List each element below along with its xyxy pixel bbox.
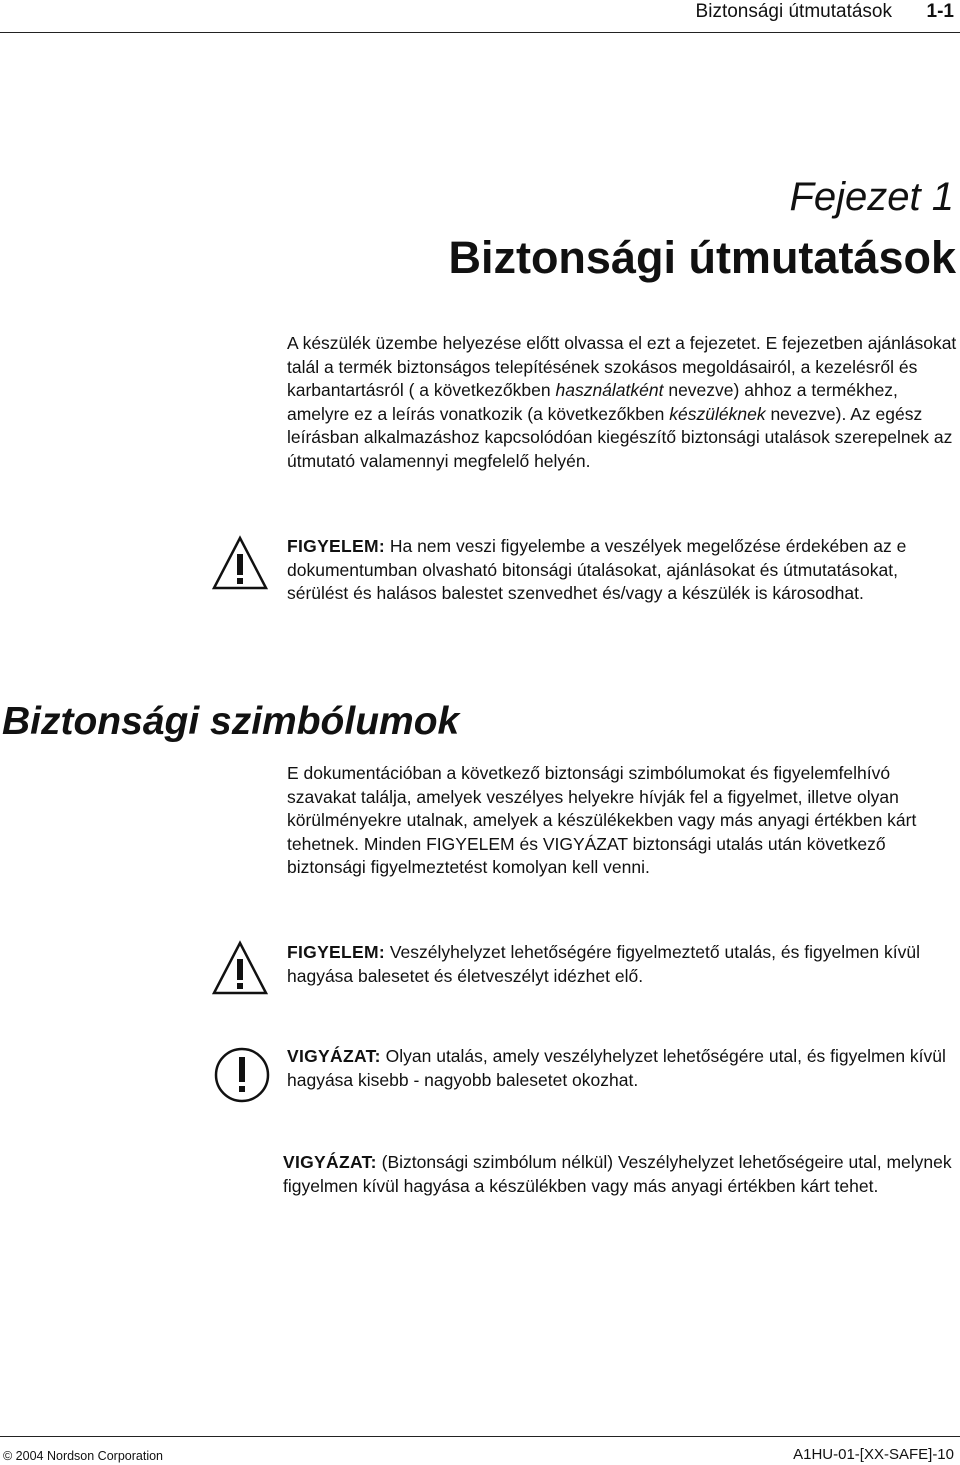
intro-text-2: nevezve) ahhoz a termékhez, amelyre ez a leírás vonatkozik (a következőkben (287, 380, 898, 424)
warning-lead-in: FIGYELEM: (287, 942, 385, 962)
intro-italic-term-1: használatként (555, 380, 664, 400)
intro-italic-term-2: készüléknek (669, 403, 766, 424)
footer-rule (0, 1436, 960, 1437)
warning-triangle-icon (212, 940, 268, 996)
warning-symbol-notice (287, 941, 959, 988)
warning-lead-in: FIGYELEM: (287, 536, 385, 556)
section-title: Biztonsági szimbólumok (2, 700, 460, 743)
caution-lead-in: VIGYÁZAT: (287, 1046, 381, 1066)
caution-symbol-notice (287, 1045, 959, 1092)
symbols-paragraph: E dokumentációban a következő biztonsági szimbólumokat és figyelemfelhívó szavakat találja, amelyek veszélyes helyekre hívják fel a figyelmet, illetve olyan körülményekre utalnak, amelyek a készülékekben vagy más anyagi értékben kárt tehetnek. Minden FIGYELEM és VIGYÁZAT biztonsági utalás után következő biztonsági figyelmeztetést komolyan kell venni. (287, 763, 917, 877)
header-rule (0, 32, 960, 33)
running-header-title: Biztonsági útmutatások (695, 1, 892, 22)
chapter-title: Biztonsági útmutatások (448, 232, 956, 283)
caution-text: (Biztonsági szimbólum nélkül) Veszélyhelyzet lehetőségeire utal, melynek figyelmen kívül hagyása a készülékben vagy más anyagi értékben kárt tehet. (283, 1152, 952, 1196)
chapter-label: Fejezet 1 (789, 175, 954, 219)
footer-copyright: © 2004 Nordson Corporation (3, 1449, 163, 1463)
page-number: 1-1 (926, 1, 954, 22)
intro-text-1: A készülék üzembe helyezése előtt olvassa el ezt a fejezetet. E fejezetben ajánlásokat talál a termék biztonságos telepítésének szokásos megoldásairól, a kezelésről és karbantartásról ( a következőkben (287, 333, 957, 400)
caution-plain-notice (283, 1151, 955, 1198)
caution-lead-in: VIGYÁZAT: (283, 1152, 377, 1172)
caution-text: Olyan utalás, amely veszélyhelyzet lehetőségére utal, és figyelmen kívül hagyása kisebb - nagyobb balesetet okozhat. (287, 1046, 946, 1090)
intro-paragraph (287, 332, 959, 473)
footer-doc-id: A1HU-01-[XX-SAFE]-10 (793, 1446, 954, 1463)
warning-text: Veszélyhelyzet lehetőségére figyelmeztető utalás, és figyelmen kívül hagyása balesetet és életveszélyt idézhet elő. (287, 942, 920, 986)
warning-text: Ha nem veszi figyelembe a veszélyek megelőzése érdekében az e dokumentumban olvasható bitonsági útalásokat, ajánlásokat és útmutatásokat, sérülést és halásos balestet szenvedhet és/vagy a készülék is károsodhat. (287, 536, 907, 603)
caution-circle-icon (214, 1047, 270, 1103)
intro-text-3: nevezve). Az egész leírásban alkalmazáshoz kapcsolódóan kiegészítő biztonsági utalások szerepelnek az útmutató valamennyi megfelelő helyén. (287, 403, 953, 471)
warning-triangle-icon (212, 535, 268, 591)
warning-notice-main (287, 535, 959, 606)
